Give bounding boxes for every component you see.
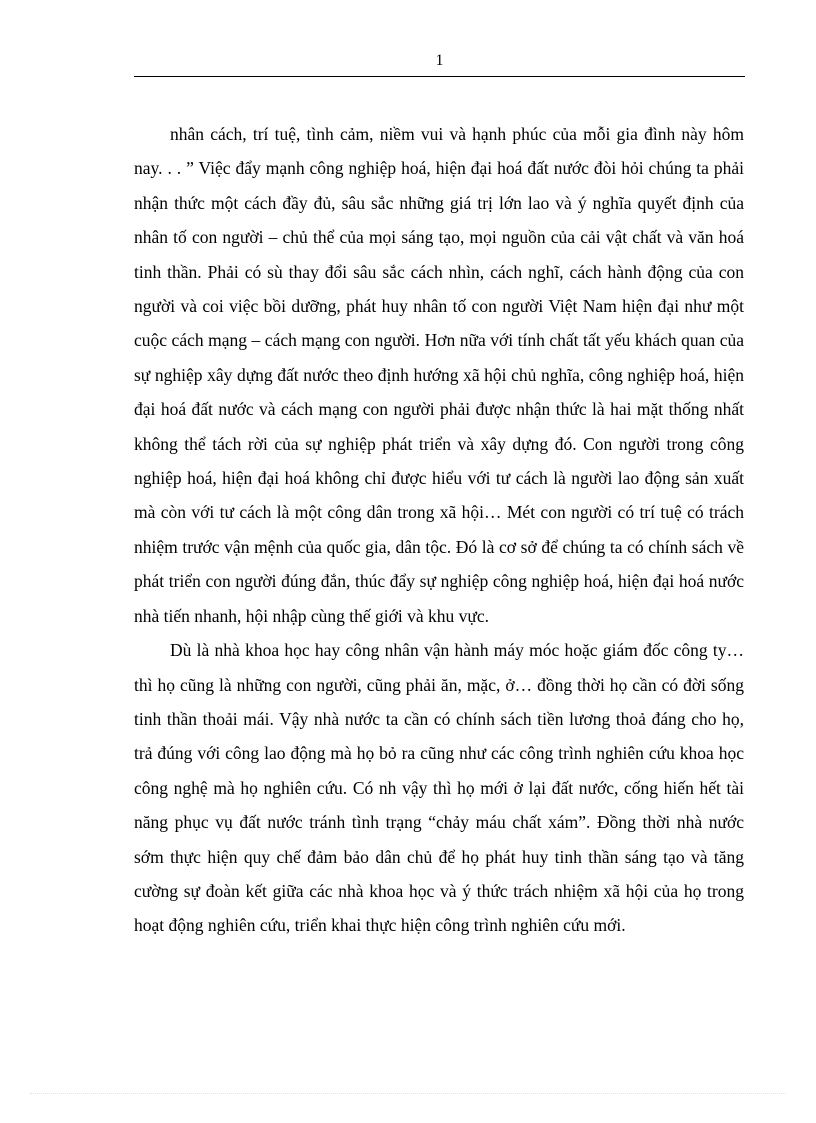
paragraph-2: Dù là nhà khoa học hay công nhân vận hành máy móc hoặc giám đốc công ty… thì họ cũng là những con người, cũng phải ăn, mặc, ở… đồng thời họ cần có đời sống tinh thần thoải mái. Vậy nhà nước ta cần có chính sách tiền lương thoả đáng cho họ, trả đúng với công lao động mà họ bỏ ra cũng như các công trình nghiên cứu khoa học công nghệ mà họ nghiên cứu. Có nh vậy thì họ mới ở lại đất nước, cống hiến hết tài năng phục vụ đất nước tránh tình trạng “chảy máu chất xám”. Đồng thời nhà nước sớm thực hiện quy chế đảm bảo dân chủ để họ phát huy tinh thần sáng tạo và tăng cường sự đoàn kết giữa các nhà khoa học và ý thức trách nhiệm xã hội của họ trong hoạt động nghiên cứu, triển khai thực hiện công trình nghiên cứu mới. — [134, 640, 744, 936]
document-body — [134, 117, 744, 943]
page-header — [134, 50, 745, 77]
paragraph-1: nhân cách, trí tuệ, tình cảm, niềm vui và hạnh phúc của mỗi gia đình này hôm nay. . . ” Việc đẩy mạnh công nghiệp hoá, hiện đại hoá đất nước đòi hỏi chúng ta phải nhận thức một cách đầy đủ, sâu sắc những giá trị lớn lao và ý nghĩa quyết định của nhân tố con người – chủ thể của mọi sáng tạo, mọi nguồn của cải vật chất và văn hoá tinh thần. Phải có sù thay đổi sâu sắc cách nhìn, cách nghĩ, cách hành động của con người và coi việc bồi dưỡng, phát huy nhân tố con người Việt Nam hiện đại như một cuộc cách mạng – cách mạng con người. Hơn nữa với tính chất tất yếu khách quan của sự nghiệp xây dựng đất nước theo định hướng xã hội chủ nghĩa, công nghiệp hoá, hiện đại hoá đất nước và cách mạng con người phải được nhận thức là hai mặt thống nhất không thể tách rời của sự nghiệp phát triển và xây dựng đó. Con người trong công nghiệp hoá, hiện đại hoá không chỉ được hiểu với tư cách là người lao động sản xuất mà còn với tư cách là một công dân trong xã hội… Mét con người có trí tuệ có trách nhiệm trước vận mệnh của quốc gia, dân tộc. Đó là cơ sở để chúng ta có chính sách về phát triển con người đúng đắn, thúc đẩy sự nghiệp công nghiệp hoá, hiện đại hoá nước nhà tiến nhanh, hội nhập cùng thế giới và khu vực. — [134, 124, 744, 626]
page-number: 1 — [435, 52, 444, 69]
page-bottom-divider — [30, 1093, 786, 1094]
